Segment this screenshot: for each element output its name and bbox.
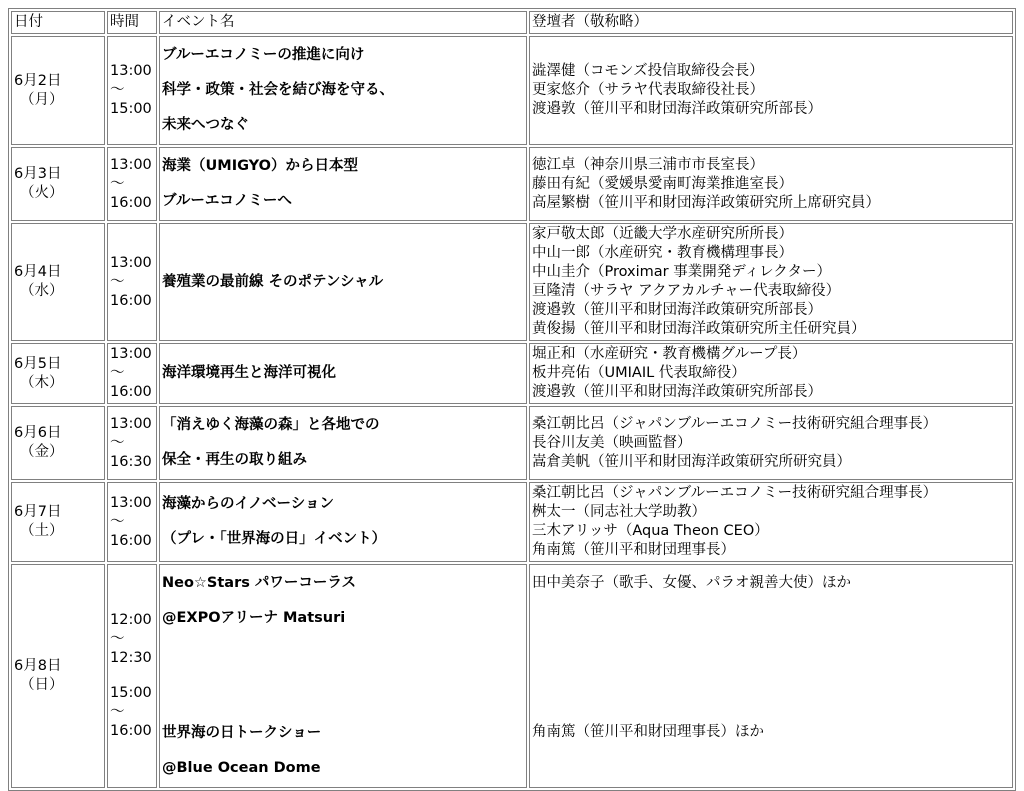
table-row bbox=[11, 36, 1013, 145]
event-line: 世界海の日トークショー bbox=[162, 725, 322, 741]
date-label: 6月6日 bbox=[14, 425, 62, 441]
event-line: 海業（UMIGYO）から日本型 bbox=[162, 158, 358, 174]
time-end: 16:00 bbox=[110, 292, 152, 309]
speaker: 中山一郎（水産研究・教育機構理事長） bbox=[532, 245, 793, 261]
event-line: ブルーエコノミーの推進に向け bbox=[162, 47, 365, 63]
time-cell bbox=[107, 482, 157, 562]
header-row bbox=[11, 11, 1013, 34]
weekday-label: （土） bbox=[20, 523, 64, 539]
time-end: 15:00 bbox=[110, 101, 152, 117]
table-row bbox=[11, 482, 1013, 562]
speaker: 澁澤健（コモンズ投信取締役会長） bbox=[532, 63, 764, 79]
time-end: 16:00 bbox=[110, 194, 152, 211]
time-cell bbox=[107, 223, 157, 341]
time-tilde: ～ bbox=[110, 82, 125, 98]
header-speakers: 登壇者（敬称略） bbox=[529, 11, 1013, 34]
speakers-cell bbox=[529, 147, 1013, 221]
event-cell bbox=[159, 343, 527, 404]
speaker: 桝太一（同志社大学助教） bbox=[532, 504, 706, 520]
event-line: 養殖業の最前線 そのポテンシャル bbox=[162, 273, 384, 290]
speakers-cell bbox=[529, 564, 1013, 788]
time-start: 12:00 bbox=[110, 612, 152, 628]
time-cell bbox=[107, 147, 157, 221]
weekday-label: （木） bbox=[20, 374, 64, 391]
table-row bbox=[11, 564, 1013, 788]
date-cell bbox=[11, 343, 105, 404]
table-row bbox=[11, 406, 1013, 480]
event-line: 「消えゆく海藻の森」と各地での bbox=[162, 417, 380, 433]
speaker: 中山圭介（Proximar 事業開発ディレクター） bbox=[532, 264, 832, 280]
speaker: 田中美奈子（歌手、女優、パラオ親善大使）ほか bbox=[532, 575, 851, 591]
time-start: 13:00 bbox=[110, 346, 152, 362]
speaker: 桑江朝比呂（ジャパンブルーエコノミー技術研究組合理事長） bbox=[532, 485, 938, 501]
time-tilde: ～ bbox=[110, 631, 125, 647]
time-start: 13:00 bbox=[110, 254, 152, 271]
date-label: 6月8日 bbox=[14, 658, 62, 674]
event-line: @EXPOアリーナ Matsuri bbox=[162, 610, 346, 626]
speaker: 渡邉敦（笹川平和財団海洋政策研究所部長） bbox=[532, 101, 822, 117]
time-start: 13:00 bbox=[110, 156, 152, 173]
speakers-cell bbox=[529, 406, 1013, 480]
schedule-table bbox=[8, 8, 1016, 791]
event-line: （プレ・「世界海の日」イベント） bbox=[162, 531, 387, 547]
event-line: ブルーエコノミーへ bbox=[162, 193, 292, 209]
date-cell bbox=[11, 406, 105, 480]
time-cell bbox=[107, 406, 157, 480]
date-cell bbox=[11, 147, 105, 221]
speaker: 堀正和（水産研究・教育機構グループ長） bbox=[532, 346, 807, 362]
time-start: 13:00 bbox=[110, 63, 152, 79]
time-start: 13:00 bbox=[110, 494, 152, 511]
time-tilde: ～ bbox=[110, 365, 125, 381]
speaker: 渡邉敦（笹川平和財団海洋政策研究所部長） bbox=[532, 302, 822, 318]
date-label: 6月2日 bbox=[14, 72, 62, 89]
speakers-cell bbox=[529, 482, 1013, 562]
speaker: 桑江朝比呂（ジャパンブルーエコノミー技術研究組合理事長） bbox=[532, 415, 938, 432]
event-cell bbox=[159, 482, 527, 562]
speaker: 角南篤（笹川平和財団理事長） bbox=[532, 542, 735, 558]
speaker: 嵩倉美帆（笹川平和財団海洋政策研究所研究員） bbox=[532, 453, 851, 470]
date-label: 6月7日 bbox=[14, 504, 62, 520]
speaker: 三木アリッサ（Aqua Theon CEO） bbox=[532, 523, 769, 539]
time-end: 16:00 bbox=[110, 384, 152, 400]
weekday-label: （水） bbox=[20, 283, 64, 299]
date-cell bbox=[11, 564, 105, 788]
speaker: 黄俊揚（笹川平和財団海洋政策研究所主任研究員） bbox=[532, 321, 866, 337]
time-tilde: ～ bbox=[110, 513, 125, 530]
time-cell bbox=[107, 343, 157, 404]
event-line: @Blue Ocean Dome bbox=[162, 760, 321, 776]
event-line: 科学・政策・社会を結び海を守る、 bbox=[162, 82, 394, 98]
table-row bbox=[11, 147, 1013, 221]
event-cell bbox=[159, 564, 527, 788]
speaker: 渡邉敦（笹川平和財団海洋政策研究所部長） bbox=[532, 384, 822, 400]
header-time: 時間 bbox=[107, 11, 157, 34]
event-line: 保全・再生の取り組み bbox=[162, 452, 307, 468]
speaker: 長谷川友美（映画監督） bbox=[532, 434, 692, 451]
time-end: 16:00 bbox=[110, 532, 152, 549]
time-cell bbox=[107, 564, 157, 788]
speakers-cell bbox=[529, 223, 1013, 341]
table-row bbox=[11, 343, 1013, 404]
time-end: 16:30 bbox=[110, 453, 152, 470]
weekday-label: （金） bbox=[20, 444, 64, 460]
event-line: 未来へつなぐ bbox=[162, 117, 249, 133]
speaker: 家戸敬太郎（近畿大学水産研究所所長） bbox=[532, 226, 793, 242]
time-end: 12:30 bbox=[110, 650, 152, 666]
event-line: 海洋環境再生と海洋可視化 bbox=[162, 365, 336, 381]
time-end: 16:00 bbox=[110, 723, 152, 739]
event-line: Neo☆Stars パワーコーラス bbox=[162, 575, 356, 591]
weekday-label: （日） bbox=[20, 677, 64, 693]
speaker: 板井亮佑（UMIAIL 代表取締役） bbox=[532, 365, 746, 381]
speaker: 藤田有紀（愛媛県愛南町海業推進室長） bbox=[532, 175, 793, 192]
speaker: 徳江卓（神奈川県三浦市市長室長） bbox=[532, 156, 764, 173]
speaker: 角南篤（笹川平和財団理事長）ほか bbox=[532, 724, 764, 740]
weekday-label: （月） bbox=[20, 91, 64, 108]
header-date: 日付 bbox=[11, 11, 105, 34]
date-cell bbox=[11, 223, 105, 341]
speakers-cell bbox=[529, 343, 1013, 404]
date-label: 6月3日 bbox=[14, 166, 62, 182]
time-tilde: ～ bbox=[110, 434, 125, 451]
event-line: 海藻からのイノベーション bbox=[162, 496, 334, 512]
event-cell bbox=[159, 223, 527, 341]
speakers-cell bbox=[529, 36, 1013, 145]
event-cell bbox=[159, 406, 527, 480]
header-event: イベント名 bbox=[159, 11, 527, 34]
time-tilde: ～ bbox=[110, 704, 125, 720]
time-start: 15:00 bbox=[110, 685, 152, 701]
event-cell bbox=[159, 36, 527, 145]
time-tilde: ～ bbox=[110, 175, 125, 192]
speaker: 更家悠介（サラヤ代表取締役社長） bbox=[532, 82, 764, 98]
table-row bbox=[11, 223, 1013, 341]
event-cell bbox=[159, 147, 527, 221]
date-label: 6月4日 bbox=[14, 264, 62, 280]
date-label: 6月5日 bbox=[14, 355, 62, 372]
time-cell bbox=[107, 36, 157, 145]
weekday-label: （火） bbox=[20, 185, 64, 201]
time-start: 13:00 bbox=[110, 415, 152, 432]
date-cell bbox=[11, 36, 105, 145]
speaker: 亘隆清（サラヤ アクアカルチャー代表取締役） bbox=[532, 283, 841, 299]
date-cell bbox=[11, 482, 105, 562]
speaker: 高屋繁樹（笹川平和財団海洋政策研究所上席研究員） bbox=[532, 194, 880, 211]
time-tilde: ～ bbox=[110, 273, 125, 290]
